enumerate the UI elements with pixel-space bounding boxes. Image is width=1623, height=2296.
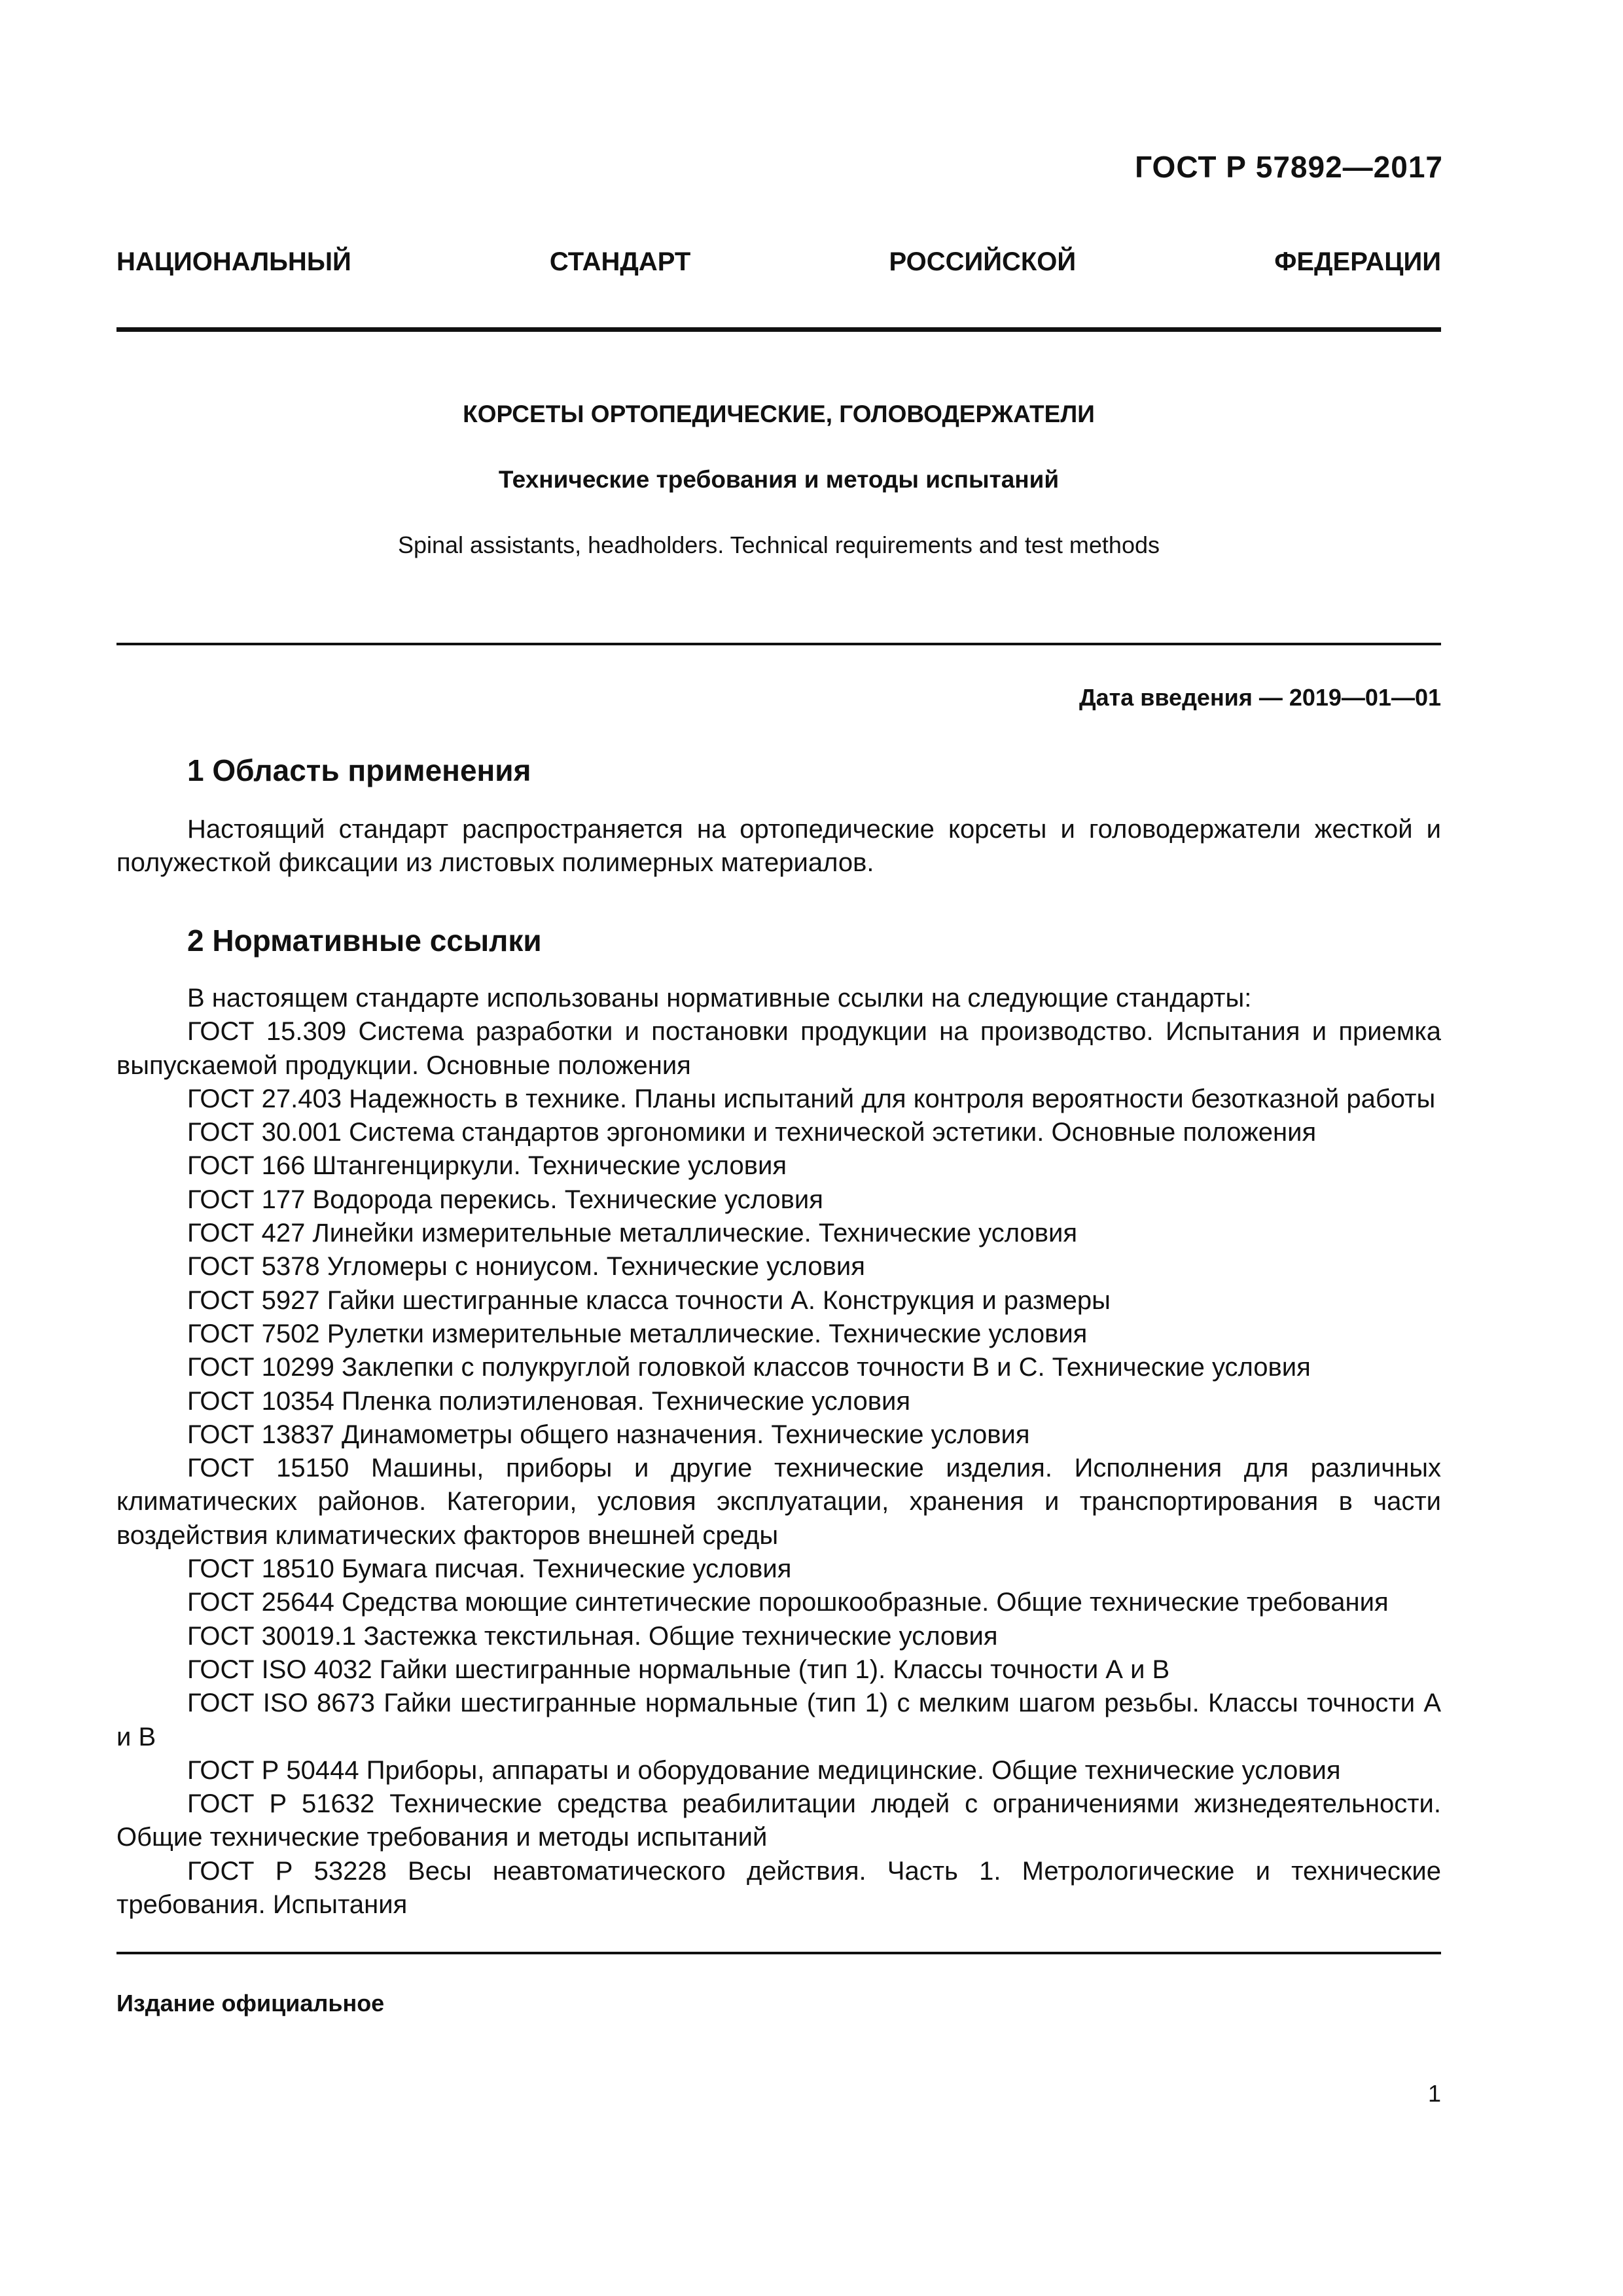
document-title: КОРСЕТЫ ОРТОПЕДИЧЕСКИЕ, ГОЛОВОДЕРЖАТЕЛИ (463, 401, 1095, 427)
official-edition-label: Издание официальное (116, 1990, 385, 2017)
reference-item: ГОСТ 15.309 Система разработки и постановки продукции на производство. Испытания и приемка выпускаемой продукции. Основные положения (116, 1017, 1441, 1080)
reference-item: ГОСТ 18510 Бумага писчая. Технические условия (187, 1554, 792, 1584)
reference-item: ГОСТ 10299 Заклепки с полукруглой головкой классов точности В и С. Технические условия (187, 1353, 1311, 1382)
footer-divider (116, 1952, 1441, 1954)
title-divider (116, 643, 1441, 645)
national-standard-banner (116, 247, 1441, 277)
scope-body (116, 813, 1441, 880)
reference-item: ГОСТ 10354 Пленка полиэтиленовая. Технические условия (187, 1386, 911, 1416)
reference-item: ГОСТ 25644 Средства моющие синтетические порошкообразные. Общие технические требования (187, 1588, 1389, 1617)
introduction-date: Дата введения — 2019—01—01 (1079, 684, 1441, 711)
page-number: 1 (1427, 2080, 1441, 2107)
banner-word: СТАНДАРТ (549, 247, 691, 276)
references-body (116, 982, 1441, 1922)
reference-item: ГОСТ 27.403 Надежность в технике. Планы испытаний для контроля вероятности безотказной работы (187, 1084, 1436, 1113)
references-intro: В настоящем стандарте использованы нормативные ссылки на следующие стандарты: (187, 984, 1252, 1013)
banner-word: РОССИЙСКОЙ (889, 247, 1077, 276)
reference-item: ГОСТ Р 50444 Приборы, аппараты и оборудование медицинские. Общие технические условия (187, 1755, 1341, 1785)
section-heading-references: 2 Нормативные ссылки (187, 924, 542, 958)
reference-item: ГОСТ Р 51632 Технические средства реабилитации людей с ограничениями жизнедеятельности. Общие технические требования и методы испытаний (116, 1789, 1441, 1852)
reference-list (116, 1015, 1441, 1922)
document-number: ГОСТ Р 57892—2017 (1135, 150, 1443, 184)
reference-item: ГОСТ 30.001 Система стандартов эргономики и технической эстетики. Основные положения (187, 1118, 1317, 1147)
reference-item: ГОСТ 177 Водорода перекись. Технические условия (187, 1185, 823, 1214)
reference-item: ГОСТ 166 Штангенциркули. Технические условия (187, 1151, 787, 1181)
reference-item: ГОСТ 13837 Динамометры общего назначения. Технические условия (187, 1420, 1030, 1449)
document-subtitle-ru: Технические требования и методы испытаний (498, 466, 1060, 493)
scope-paragraph: Настоящий стандарт распространяется на ортопедические корсеты и головодержатели жесткой и полужесткой фиксации из листовых полимерных материалов. (116, 815, 1441, 878)
reference-item: ГОСТ 5927 Гайки шестигранные класса точности А. Конструкция и размеры (187, 1285, 1111, 1315)
document-subtitle-en: Spinal assistants, headholders. Technical requirements and test methods (397, 531, 1160, 558)
reference-item: ГОСТ ISO 4032 Гайки шестигранные нормальные (тип 1). Классы точности А и В (187, 1655, 1170, 1684)
reference-item: ГОСТ 427 Линейки измерительные металлические. Технические условия (187, 1219, 1077, 1248)
banner-word: ФЕДЕРАЦИИ (1274, 247, 1441, 276)
reference-item: ГОСТ 7502 Рулетки измерительные металлические. Технические условия (187, 1319, 1088, 1348)
reference-item: ГОСТ 5378 Угломеры с нониусом. Технические условия (187, 1252, 865, 1282)
reference-item: ГОСТ ISO 8673 Гайки шестигранные нормальные (тип 1) с мелким шагом резьбы. Классы точности А и В (116, 1689, 1441, 1751)
header-divider (116, 327, 1441, 332)
reference-item: ГОСТ 30019.1 Застежка текстильная. Общие технические условия (187, 1621, 998, 1651)
reference-item: ГОСТ 15150 Машины, приборы и другие технические изделия. Исполнения для различных климатических районов. Категории, условия эксплуатации, хранения и транспортирования в части воздействия климатических факторов внешней среды (116, 1454, 1441, 1550)
reference-item: ГОСТ Р 53228 Весы неавтоматического действия. Часть 1. Метрологические и технические требования. Испытания (116, 1856, 1441, 1920)
section-heading-scope: 1 Область применения (187, 753, 531, 787)
banner-word: НАЦИОНАЛЬНЫЙ (116, 247, 351, 276)
